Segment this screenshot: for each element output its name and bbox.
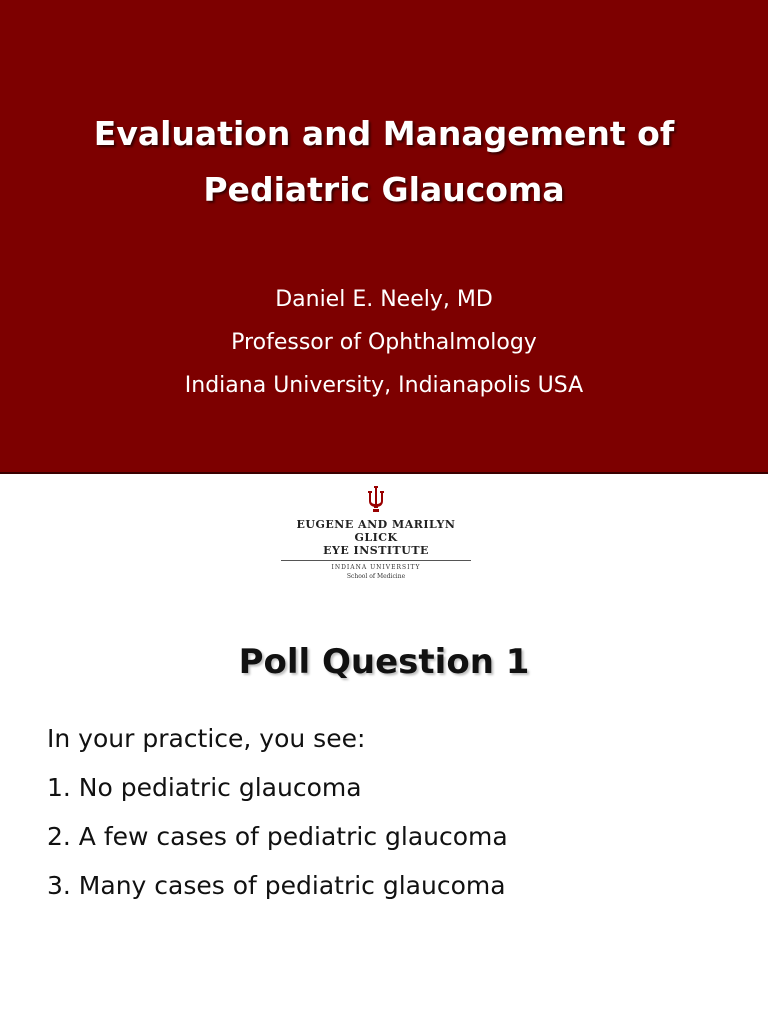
poll-option: 3. Many cases of pediatric glaucoma — [47, 871, 506, 900]
logo-text-university: INDIANA UNIVERSITY — [331, 564, 421, 571]
title-slide — [0, 0, 768, 474]
author-affiliation: Indiana University, Indianapolis USA — [184, 373, 584, 398]
iu-trident-icon — [365, 486, 387, 512]
author-position: Professor of Ophthalmology — [231, 330, 537, 355]
poll-option: 1. No pediatric glaucoma — [47, 773, 362, 802]
logo-text-school: School of Medicine — [346, 573, 406, 580]
logo-divider — [281, 560, 471, 561]
slide-title-line: Pediatric Glaucoma — [203, 170, 565, 209]
author-block — [0, 278, 768, 407]
poll-body — [47, 714, 508, 910]
author-name: Daniel E. Neely, MD — [275, 287, 493, 312]
poll-option: 2. A few cases of pediatric glaucoma — [47, 822, 508, 851]
institute-logo — [280, 486, 472, 581]
poll-slide — [0, 474, 768, 1024]
slide-title — [0, 106, 768, 218]
logo-text-line2: EYE INSTITUTE — [323, 544, 429, 557]
logo-text-line1: EUGENE AND MARILYN GLICK — [296, 518, 456, 544]
poll-prompt: In your practice, you see: — [47, 724, 366, 753]
slide-title-line: Evaluation and Management of — [93, 114, 675, 153]
poll-title: Poll Question 1 — [238, 642, 530, 682]
